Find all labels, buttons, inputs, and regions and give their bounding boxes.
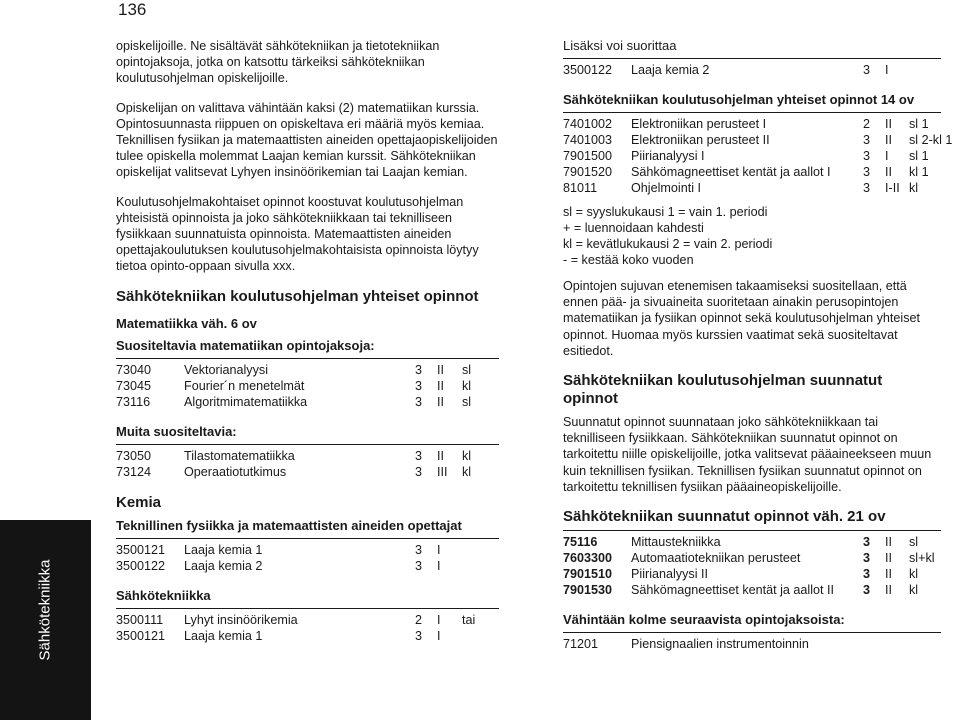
course-row: [116, 628, 499, 644]
course-code: 73050: [116, 448, 152, 463]
paragraph-intro: opiskelijoille. Ne sisältävät sähkötekniikan ja tietotekniikan opintojaksoja, jotka on katsottu tärkeiksi sähkötekniikan koulutusohjelman opiskelijoille.: [116, 39, 440, 86]
course-row: [116, 464, 499, 480]
course-code: 7901500: [563, 149, 613, 163]
course-period: II: [885, 567, 892, 582]
course-period: II: [885, 117, 892, 131]
course-period: I: [437, 542, 441, 557]
course-credits: 3: [415, 362, 423, 377]
course-code: 7603300: [563, 551, 613, 566]
course-row: [116, 394, 499, 410]
course-name: Laaja kemia 1: [184, 628, 263, 643]
course-credits: 2: [415, 612, 423, 627]
course-period: II: [885, 165, 892, 179]
course-code: 3500121: [116, 542, 166, 557]
course-semester: sl: [462, 362, 472, 377]
course-code: 75116: [563, 535, 598, 550]
course-credits: 3: [863, 181, 871, 195]
course-period: II: [437, 378, 444, 393]
course-credits: 3: [415, 464, 423, 479]
course-period: I: [437, 628, 441, 643]
course-row: [116, 542, 499, 558]
course-row: [116, 558, 499, 574]
also-list: [563, 62, 941, 78]
paragraph-math-chem: Opiskelijan on valittava vähintään kaksi (2) matematiikan kurssia. Opintosuunnasta riippuen on opiskeltava eri määriä myös kemiaa. Teknillisen fysiikan ja matemaattisten aineiden opettajaopiskelijoiden tulee opiskella molemmat Laajan kemian kurssit. Sähkötekniikan opiskelijat valitsevat Lyhyen insinöörikemian tai Laajan kemian.: [116, 100, 498, 180]
course-name: Sähkömagneettiset kentät ja aallot II: [631, 583, 835, 598]
paragraph-directed: Suunnatut opinnot suunnataan joko sähkötekniikkaan tai teknilliseen fysiikkaan. Sähkötekniikan suunnatut opinnot on tarkoitettu niille opiskelijoille, jotka valitsevat pääaineekseen muun kuin teknillisen fysiikan. Teknillisen fysiikan suunnatut opinnot on tarkoitettu teknillisen fysiikan pääaineopiskelijoille.: [563, 415, 932, 494]
course-period: II: [885, 133, 892, 147]
course-row: [116, 378, 499, 394]
course-name: Laaja kemia 2: [631, 63, 710, 77]
legend-line: + = luennoidaan kahdesti: [563, 221, 704, 235]
course-period: II: [437, 448, 444, 463]
heading-common-studies: Sähkötekniikan koulutusohjelman yhteiset opinnot: [116, 287, 479, 305]
course-code: 3500121: [116, 628, 166, 643]
course-credits: 3: [415, 558, 423, 573]
course-credits: 3: [863, 165, 871, 179]
course-semester: kl: [462, 378, 472, 393]
course-name: Elektroniikan perusteet II: [631, 133, 770, 147]
course-name: Mittaustekniikka: [631, 535, 721, 550]
course-name: Tilastomatematiikka: [184, 448, 295, 463]
course-credits: 3: [415, 448, 423, 463]
course-semester: sl 2-kl 1: [909, 133, 953, 147]
heading-also: Lisäksi voi suorittaa: [563, 38, 941, 59]
course-semester: sl: [909, 535, 919, 550]
electrical-chem-list: [116, 612, 499, 644]
course-row: [563, 566, 941, 582]
course-period: I-II: [885, 181, 900, 195]
course-name: Lyhyt insinöörikemia: [184, 612, 298, 627]
course-credits: 3: [863, 63, 871, 77]
course-name: Ohjelmointi I: [631, 181, 701, 195]
course-period: I: [437, 612, 441, 627]
course-semester: kl: [909, 567, 919, 582]
course-row: [116, 612, 499, 628]
heading-chemistry: Kemia: [116, 493, 162, 511]
heading-other-recommended: Muita suositeltavia:: [116, 424, 499, 445]
course-name: Automaatiotekniikan perusteet: [631, 551, 801, 566]
course-row: [563, 534, 941, 550]
course-period: II: [885, 583, 892, 598]
heading-teachers: Teknillinen fysiikka ja matemaattisten aineiden opettajat: [116, 518, 499, 539]
course-credits: 3: [863, 583, 871, 598]
course-semester: sl 1: [909, 149, 929, 163]
course-credits: 3: [863, 149, 871, 163]
teachers-chem-list: [116, 542, 499, 574]
side-tab-label: Sähkötekniikka: [36, 559, 54, 661]
course-code: 3500122: [563, 63, 613, 77]
course-credits: 3: [863, 551, 871, 566]
course-credits: 3: [863, 535, 871, 550]
heading-three-of: Vähintään kolme seuraavista opintojaksoista:: [563, 612, 941, 633]
heading-common-14: Sähkötekniikan koulutusohjelman yhteiset opinnot 14 ov: [563, 92, 941, 113]
course-code: 3500122: [116, 558, 166, 573]
course-code: 7401002: [563, 117, 613, 131]
course-code: 7401003: [563, 133, 613, 147]
course-name: Elektroniikan perusteet I: [631, 117, 767, 131]
course-row: [563, 62, 941, 78]
course-code: 7901510: [563, 567, 613, 582]
course-semester: sl 1: [909, 117, 929, 131]
right-column: [563, 38, 953, 666]
course-semester: kl: [462, 448, 472, 463]
heading-directed: Sähkötekniikan koulutusohjelman suunnatut opinnot: [563, 372, 883, 408]
course-credits: 3: [415, 542, 423, 557]
course-period: I: [885, 63, 889, 77]
course-period: II: [437, 362, 444, 377]
course-row: [116, 448, 499, 464]
course-row: [563, 132, 953, 148]
course-credits: 3: [415, 378, 423, 393]
paragraph-advice: Opintojen sujuvan etenemisen takaamiseksi suositellaan, että ennen pää- ja sivuaineita suoritetaan ainakin perusopintojen matematiikan ja fysiikan opinnot sekä koulutusohjelman yhteiset opinnot. Huomaa myös kurssien vaatimat sekä suositeltavat esitiedot.: [563, 279, 921, 358]
course-credits: 3: [863, 567, 871, 582]
course-row: [116, 362, 499, 378]
course-note: tai: [462, 612, 476, 627]
heading-electrical: Sähkötekniikka: [116, 588, 499, 609]
course-name: Fourier´n menetelmät: [184, 378, 305, 393]
course-row: [563, 116, 941, 132]
course-row: [563, 582, 941, 598]
course-name: Operaatiotutkimus: [184, 464, 287, 479]
course-name: Piirianalyysi I: [631, 149, 705, 163]
course-code: 3500111: [116, 612, 164, 627]
directed-21-list: [563, 534, 941, 598]
course-period: II: [885, 551, 892, 566]
course-code: 73124: [116, 464, 152, 479]
course-name: Laaja kemia 1: [184, 542, 263, 557]
course-code: 7901520: [563, 165, 613, 179]
course-code: 73040: [116, 362, 152, 377]
course-name: Piensignaalien instrumentoinnin: [631, 637, 809, 652]
legend: [563, 204, 941, 268]
course-name: Laaja kemia 2: [184, 558, 263, 573]
course-row: [563, 636, 941, 652]
heading-recommended-math: Suositeltavia matematiikan opintojaksoja:: [116, 338, 499, 359]
course-semester: kl: [909, 181, 919, 195]
course-semester: kl 1: [909, 165, 929, 179]
three-of-list: [563, 636, 941, 652]
heading-directed-21: Sähkötekniikan suunnatut opinnot väh. 21 ov: [563, 508, 941, 531]
course-credits: 3: [415, 628, 423, 643]
course-semester: sl: [462, 394, 472, 409]
course-code: 7901530: [563, 583, 613, 598]
course-name: Sähkömagneettiset kentät ja aallot I: [631, 165, 831, 179]
course-name: Piirianalyysi II: [631, 567, 708, 582]
course-period: I: [437, 558, 441, 573]
course-period: III: [437, 464, 448, 479]
course-credits: 3: [415, 394, 423, 409]
other-math-list: [116, 448, 499, 480]
course-code: 73045: [116, 378, 152, 393]
left-column: [116, 38, 499, 658]
course-credits: 2: [863, 117, 871, 131]
course-semester: kl: [909, 583, 919, 598]
course-code: 81011: [563, 181, 598, 195]
heading-math: Matematiikka väh. 6 ov: [116, 315, 257, 331]
course-row: [563, 164, 941, 180]
course-semester: kl: [462, 464, 472, 479]
legend-line: - = kestää koko vuoden: [563, 253, 694, 267]
course-code: 71201: [563, 637, 599, 652]
recommended-math-list: [116, 362, 499, 410]
course-period: II: [437, 394, 444, 409]
course-row: [563, 180, 941, 196]
course-name: Vektorianalyysi: [184, 362, 268, 377]
page-number: 136: [118, 0, 147, 19]
legend-line: kl = kevätlukukausi 2 = vain 2. periodi: [563, 237, 773, 251]
course-row: [563, 148, 941, 164]
paragraph-programme: Koulutusohjelmakohtaiset opinnot koostuvat koulutusohjelman yhteisistä opinnoista ja joko sähkötekniikkaan tai teknilliseen fysiikkaan suunnatuista opinnoista. Matemaattisten aineiden opettajakoulutuksen koulutusohjelmakohtaisista opinnoista löytyy tietoa opinto-oppaan sivulla xxx.: [116, 194, 479, 274]
course-row: [563, 550, 941, 566]
course-code: 73116: [116, 394, 151, 409]
course-semester: sl+kl: [909, 551, 935, 566]
course-period: I: [885, 149, 889, 163]
legend-line: sl = syyslukukausi 1 = vain 1. periodi: [563, 205, 768, 219]
common-14-list: [563, 116, 953, 196]
course-credits: 3: [863, 133, 871, 147]
course-period: II: [885, 535, 892, 550]
course-name: Algoritmimatematiikka: [184, 394, 308, 409]
